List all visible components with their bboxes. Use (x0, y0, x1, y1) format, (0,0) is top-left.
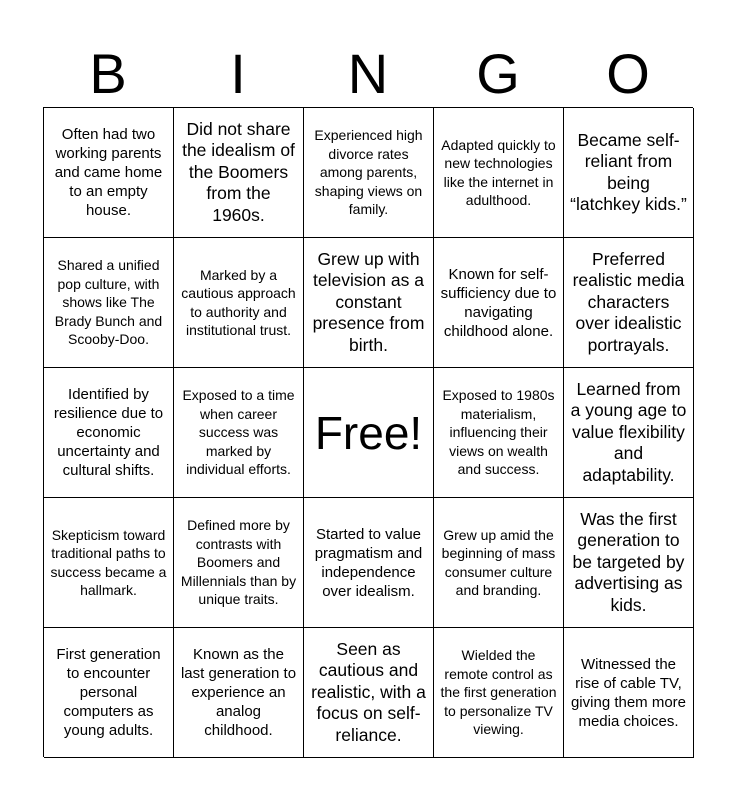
bingo-cell[interactable] (44, 628, 174, 758)
cell-text: Preferred realistic media characters over idealistic portrayals. (572, 248, 685, 355)
cell-text: Grew up with television as a constant presence from birth. (312, 248, 425, 355)
cell-text: Started to value pragmatism and independence over idealism. (314, 525, 423, 600)
bingo-cell[interactable] (174, 498, 304, 628)
free-space-label: Free! (314, 406, 423, 459)
cell-text: Shared a unified pop culture, with shows like The Brady Bunch and Scooby-Doo. (54, 257, 163, 348)
bingo-cell[interactable] (434, 108, 564, 238)
bingo-cell[interactable] (564, 238, 694, 368)
cell-text: Adapted quickly to new technologies like the internet in adulthood. (441, 136, 556, 208)
cell-text: Exposed to 1980s materialism, influencing their views on wealth and success. (442, 387, 555, 478)
cell-text: Learned from a young age to value flexibility and adaptability. (570, 378, 687, 485)
bingo-cell[interactable] (174, 238, 304, 368)
bingo-cell[interactable] (434, 238, 564, 368)
cell-text: Witnessed the rise of cable TV, giving them more media choices. (570, 655, 687, 730)
cell-text: Exposed to a time when career success was marked by individual efforts. (182, 387, 295, 478)
bingo-cell[interactable] (304, 108, 434, 238)
cell-text: Known for self-sufficiency due to navigating childhood alone. (440, 265, 557, 340)
bingo-cell[interactable] (564, 368, 694, 498)
cell-text: Did not share the idealism of the Boomers from the 1960s. (182, 118, 295, 225)
bingo-cell[interactable] (304, 498, 434, 628)
header-letter-i: I (230, 42, 246, 105)
bingo-cell[interactable] (564, 108, 694, 238)
bingo-cell[interactable] (44, 108, 174, 238)
bingo-cell[interactable] (174, 368, 304, 498)
cell-text: Marked by a cautious approach to authority and institutional trust. (181, 266, 296, 338)
bingo-cell[interactable] (174, 628, 304, 758)
bingo-cell[interactable] (44, 238, 174, 368)
cell-text: Wielded the remote control as the first generation to personalize TV viewing. (440, 647, 557, 738)
bingo-cell[interactable] (44, 498, 174, 628)
cell-text: First generation to encounter personal computers as young adults. (56, 646, 161, 739)
cell-text: Defined more by contrasts with Boomers and Millennials than by unique traits. (180, 517, 297, 608)
cell-text: Seen as cautious and realistic, with a focus on self-reliance. (311, 638, 426, 745)
bingo-cell[interactable] (434, 368, 564, 498)
header-letter-b: B (89, 42, 127, 105)
bingo-cell[interactable] (304, 628, 434, 758)
cell-text: Became self-reliant from being “latchkey kids.” (570, 129, 687, 214)
cell-text: Was the first generation to be targeted by advertising as kids. (572, 508, 685, 615)
cell-text: Often had two working parents and came home to an empty house. (54, 126, 163, 219)
bingo-grid (43, 107, 693, 757)
cell-text: Known as the last generation to experience an analog childhood. (180, 646, 297, 739)
bingo-cell[interactable] (564, 628, 694, 758)
cell-text: Grew up amid the beginning of mass consumer culture and branding. (441, 526, 556, 598)
bingo-cell[interactable] (434, 498, 564, 628)
bingo-cell[interactable] (304, 238, 434, 368)
cell-text: Identified by resilience due to economic uncertainty and cultural shifts. (53, 386, 164, 479)
bingo-cell[interactable] (44, 368, 174, 498)
header-letter-n: N (347, 42, 389, 105)
free-space[interactable] (304, 368, 434, 498)
bingo-cell[interactable] (564, 498, 694, 628)
header-letter-g: G (476, 42, 520, 105)
bingo-header (43, 40, 693, 108)
cell-text: Experienced high divorce rates among parents, shaping views on family. (314, 127, 423, 218)
cell-text: Skepticism toward traditional paths to success became a hallmark. (50, 526, 167, 598)
header-letter-o: O (606, 42, 650, 105)
bingo-cell[interactable] (434, 628, 564, 758)
bingo-cell[interactable] (174, 108, 304, 238)
